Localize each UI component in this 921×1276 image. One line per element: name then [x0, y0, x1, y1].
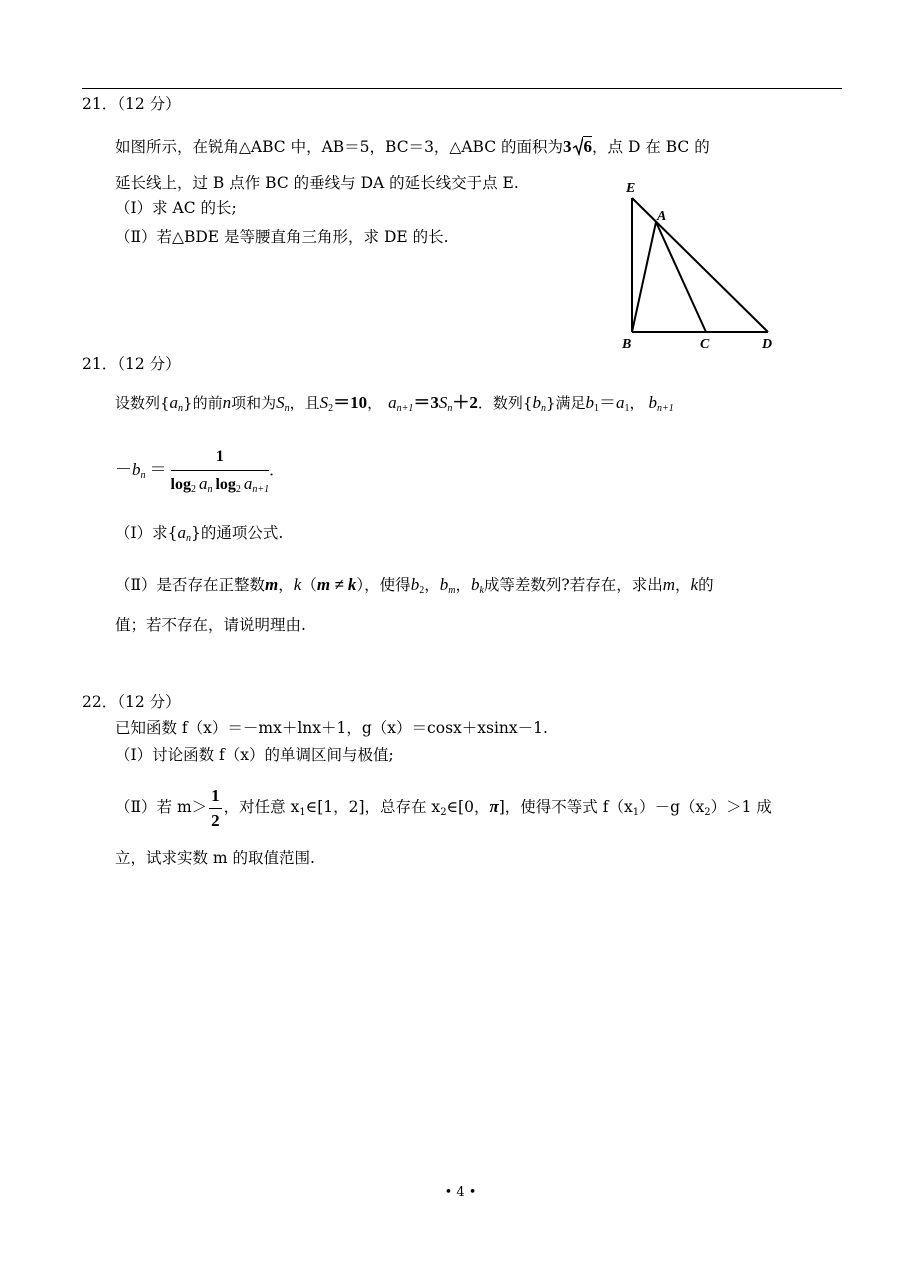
sub-1: 1: [632, 807, 640, 818]
text-seg: ，对任意 x: [223, 798, 300, 816]
page-number: • 4 •: [444, 1185, 477, 1200]
problem-b-part2: [115, 575, 714, 595]
sub-n: n: [178, 403, 184, 414]
var-a1: a: [615, 393, 625, 412]
text-seg: ）－g（x: [639, 798, 705, 816]
text-seg: （Ⅱ）是否存在正整数: [115, 576, 266, 594]
sub-1: 1: [624, 403, 630, 414]
sub-n: n: [140, 470, 146, 481]
problem-c-part1: （Ⅰ）讨论函数 f（x）的单调区间与极值;: [115, 746, 394, 764]
sqrt-symbol: [572, 136, 593, 157]
text-seg: 设数列{: [115, 394, 170, 412]
label-A: A: [657, 209, 667, 224]
var-a: a: [169, 393, 179, 412]
var-n: n: [222, 393, 232, 412]
var-b: b: [410, 575, 420, 594]
var-b1: b: [585, 393, 594, 412]
sub-2: 2: [419, 585, 425, 596]
sub-m: m: [448, 585, 456, 596]
text-seg: ，: [675, 576, 691, 594]
sub-2: 2: [328, 403, 334, 414]
sub-1: 1: [299, 807, 306, 818]
var-S: S: [276, 393, 285, 412]
text-seg: ，: [424, 576, 440, 594]
segment-AC: [656, 222, 706, 332]
sub-2: 2: [440, 807, 447, 818]
text-seg: ，: [455, 576, 471, 594]
sub-n1: n+1: [396, 403, 414, 414]
var-m: m: [662, 575, 675, 594]
sub-2: 2: [190, 484, 196, 495]
problem-b-header: 21．（12 分）: [82, 355, 181, 373]
eq-3: ＝3: [413, 393, 439, 412]
minus: －: [115, 460, 132, 479]
text-seg: ∈[1，2]，总存在 x: [305, 798, 441, 816]
text-seg: ）＞1 成: [710, 798, 772, 816]
text-seg: }满足: [545, 394, 586, 412]
sub-n: n: [540, 403, 546, 414]
var-k: k: [690, 575, 699, 594]
label-D: D: [762, 337, 773, 352]
problem-a-part1: （Ⅰ）求 AC 的长;: [115, 199, 237, 217]
text-seg: 项和为: [231, 394, 277, 412]
sub-2: 2: [704, 807, 711, 818]
var-a: a: [388, 393, 397, 412]
sub-1: 1: [593, 403, 599, 414]
var-b: b: [532, 393, 541, 412]
segment-BA: [632, 222, 656, 332]
text-seg: 成等差数列?若存在，求出: [483, 576, 663, 594]
text-seg: ，: [629, 394, 645, 412]
var-b-n1: b: [648, 393, 657, 412]
var-b: b: [132, 460, 141, 479]
radical-sign: [572, 136, 583, 156]
var-S: S: [438, 393, 448, 412]
problem-a-line2: 延长线上，过 B 点作 BC 的垂线与 DA 的延长线交于点 E.: [115, 174, 519, 192]
text-seg: ，: [367, 394, 383, 412]
sub-n: n: [186, 533, 191, 544]
text-seg: ，且: [289, 394, 320, 412]
problem-b-part2-line2: 值；若不存在，请说明理由.: [115, 616, 306, 634]
numerator: 1: [209, 786, 222, 809]
text-seg: ），使得: [356, 576, 411, 594]
problem-c-part2: [115, 782, 772, 832]
var-b: b: [439, 575, 449, 594]
fraction: [171, 447, 270, 495]
triangle-figure: [618, 178, 788, 356]
var-m: m: [265, 575, 279, 594]
sub-2: 2: [235, 484, 241, 495]
problem-a-line1: [115, 136, 710, 157]
label-C: C: [700, 337, 710, 352]
label-E: E: [626, 181, 636, 196]
condition: m ≠ k: [316, 575, 357, 594]
var-b: b: [470, 575, 480, 594]
text-seg: （: [301, 576, 317, 594]
var-S2: S: [319, 393, 329, 412]
problem-b-line1: [115, 393, 674, 413]
eq-10: ＝10: [333, 393, 368, 412]
denominator: [171, 471, 270, 495]
sub-n1: n+1: [252, 484, 270, 495]
problem-b-line2: [115, 443, 285, 497]
radicand: 6: [583, 137, 593, 156]
sub-n1: n+1: [657, 403, 674, 414]
area-coef: 3: [563, 137, 572, 156]
problem-c-part2-line2: 立，试求实数 m 的取值范围.: [115, 849, 315, 867]
text-seg: }的前: [183, 394, 223, 412]
var-a: a: [177, 523, 186, 542]
sub-n: n: [284, 403, 290, 414]
segment-ED: [632, 198, 768, 332]
problem-a-part2: （Ⅱ）若△BDE 是等腰直角三角形，求 DE 的长.: [115, 228, 449, 246]
sub-n: n: [207, 484, 213, 495]
text-seg: ∈[0，: [446, 798, 490, 816]
text-seg: （Ⅱ）若 m＞: [115, 798, 208, 816]
problem-a-header: 21．（12 分）: [82, 95, 181, 113]
text-seg: ，: [278, 576, 294, 594]
var-k: k: [293, 575, 302, 594]
text-seg: 的: [698, 576, 714, 594]
problem-c-line1: 已知函数 f（x）＝－mx＋lnx＋1，g（x）＝cosx＋xsinx－1.: [115, 719, 548, 737]
log: log: [170, 476, 191, 493]
log: log: [215, 476, 236, 493]
problem-a-line1-tail: ，点 D 在 BC 的: [592, 138, 710, 156]
problem-c-header: 22．（12 分）: [82, 693, 181, 711]
top-rule: [82, 88, 842, 89]
label-B: B: [622, 337, 632, 352]
text-seg: （Ⅰ）求{: [115, 524, 178, 542]
var-a: a: [243, 474, 253, 493]
numerator: 1: [171, 447, 270, 471]
var-a: a: [198, 474, 208, 493]
plus-2: ＋2: [452, 393, 478, 412]
fraction-half: [209, 786, 222, 831]
equals: ＝: [149, 460, 167, 479]
text-seg: ．数列{: [477, 394, 533, 412]
sub-k: k: [479, 585, 484, 596]
equals: ＝: [598, 393, 616, 412]
period: ．: [269, 461, 285, 479]
sub-n: n: [447, 403, 453, 414]
text-seg: ]，使得不等式 f（x: [498, 798, 633, 816]
problem-a-line1-text: 如图所示，在锐角△ABC 中，AB＝5，BC＝3，△ABC 的面积为: [115, 138, 564, 156]
denominator: 2: [211, 810, 220, 830]
problem-b-part1: [115, 523, 283, 543]
pi-symbol: π: [489, 797, 499, 816]
text-seg: }的通项公式.: [191, 524, 284, 542]
